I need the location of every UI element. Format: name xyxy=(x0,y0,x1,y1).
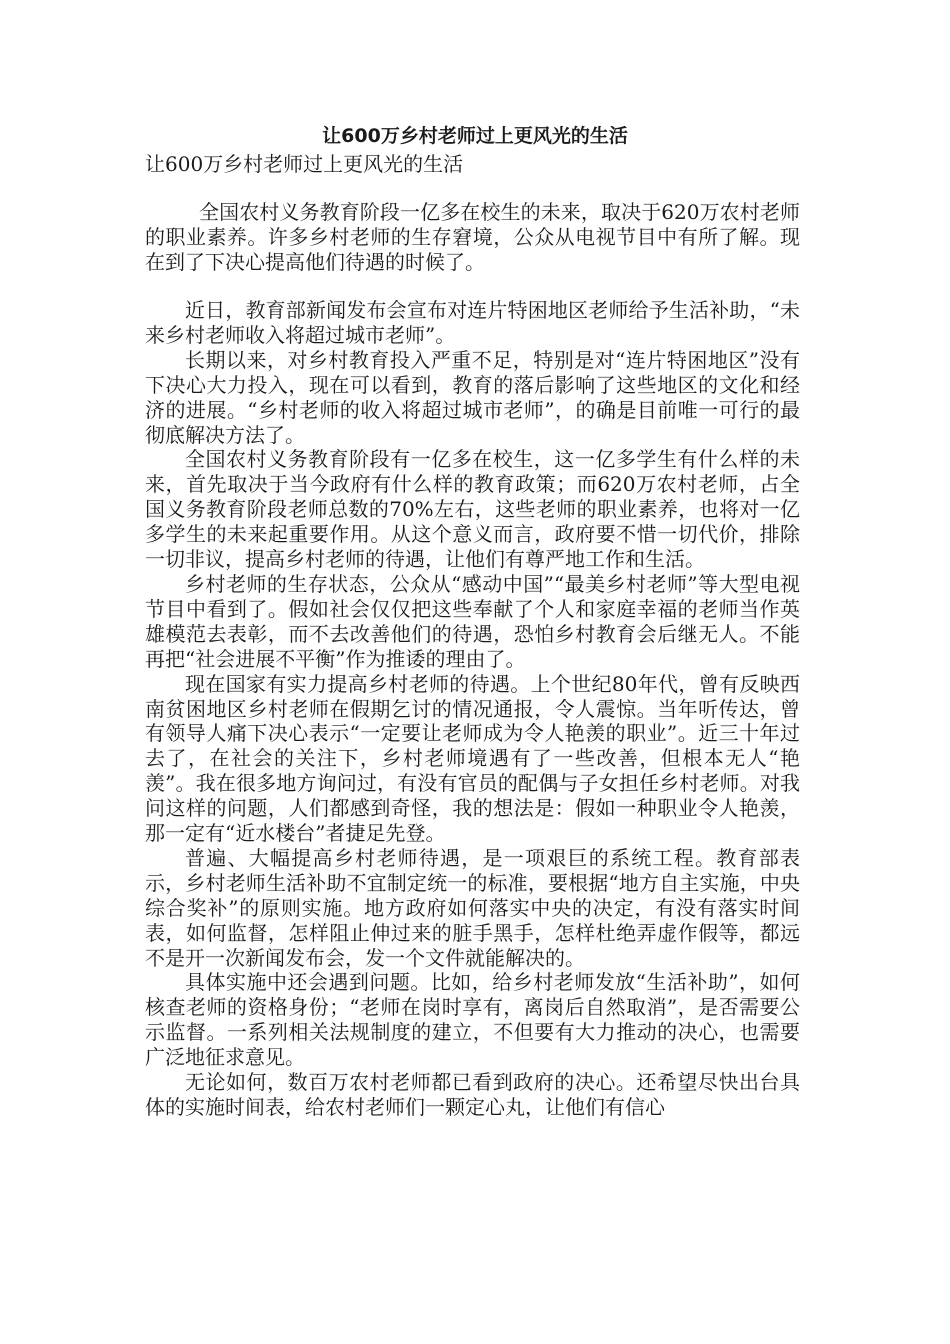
body-paragraph: 乡村老师的生存状态，公众从“感动中国”“最美乡村老师”等大型电视节目中看到了。假如社会仅仅把这些奉献了个人和家庭幸福的老师当作英雄模范去表彰，而不去改善他们的待遇，恐怕乡村教育会后继无人。不能再把“社会进展不平衡”作为推诿的理由了。 xyxy=(145,571,800,671)
body-paragraph: 具体实施中还会遇到问题。比如，给乡村老师发放“生活补助”，如何核查老师的资格身份；“老师在岗时享有，离岗后自然取消”，是否需要公示监督。一系列相关法规制度的建立，不但要有大力推动的决心，也需要广泛地征求意见。 xyxy=(145,970,800,1070)
body-paragraph: 长期以来，对乡村教育投入严重不足，特别是对“连片特困地区”没有下决心大力投入，现在可以看到，教育的落后影响了这些地区的文化和经济的进展。“乡村老师的收入将超过城市老师”，的确是目前唯一可行的最彻底解决方法了。 xyxy=(145,347,800,447)
lead-paragraph: 全国农村义务教育阶段一亿多在校生的未来，取决于620万农村老师的职业素养。许多乡村老师的生存窘境，公众从电视节目中有所了解。现在到了下决心提高他们待遇的时候了。 xyxy=(145,200,800,274)
body-paragraph: 普遍、大幅提高乡村老师待遇，是一项艰巨的系统工程。教育部表示，乡村老师生活补助不宜制定统一的标准，要根据“地方自主实施，中央综合奖补”的原则实施。地方政府如何落实中央的决定，有没有落实时间表，如何监督，怎样阻止伸过来的脏手黑手，怎样杜绝弄虚作假等，都远不是开一次新闻发布会，发一个文件就能解决的。 xyxy=(145,845,800,970)
body-paragraph: 近日，教育部新闻发布会宣布对连片特困地区老师给予生活补助，“未来乡村老师收入将超过城市老师”。 xyxy=(145,298,800,347)
document-title: 让600万乡村老师过上更风光的生活 xyxy=(322,125,628,147)
body-paragraph: 全国农村义务教育阶段有一亿多在校生，这一亿多学生有什么样的未来，首先取决于当今政府有什么样的教育政策；而620万农村老师，占全国义务教育阶段老师总数的70%左右，这些老师的职业素养，也将对一亿多学生的未来起重要作用。从这个意义而言，政府要不惜一切代价，排除一切非议，提高乡村老师的待遇，让他们有尊严地工作和生活。 xyxy=(145,447,800,572)
body-paragraph: 无论如何，数百万农村老师都已看到政府的决心。还希望尽快出台具体的实施时间表，给农村老师们一颗定心丸，让他们有信心 xyxy=(145,1070,800,1119)
article-body xyxy=(145,298,800,1120)
document-subtitle: 让600万乡村老师过上更风光的生活 xyxy=(145,152,464,176)
body-paragraph: 现在国家有实力提高乡村老师的待遇。上个世纪80年代，曾有反映西南贫困地区乡村老师在假期乞讨的情况通报，令人震惊。当年听传达，曾有领导人痛下决心表示“一定要让老师成为令人艳羡的职业”。近三十年过去了，在社会的关注下，乡村老师境遇有了一些改善，但根本无人“艳羡”。我在很多地方询问过，有没有官员的配偶与子女担任乡村老师。对我问这样的问题，人们都感到奇怪，我的想法是：假如一种职业令人艳羡，那一定有“近水楼台”者捷足先登。 xyxy=(145,671,800,846)
lead-block xyxy=(145,200,800,275)
